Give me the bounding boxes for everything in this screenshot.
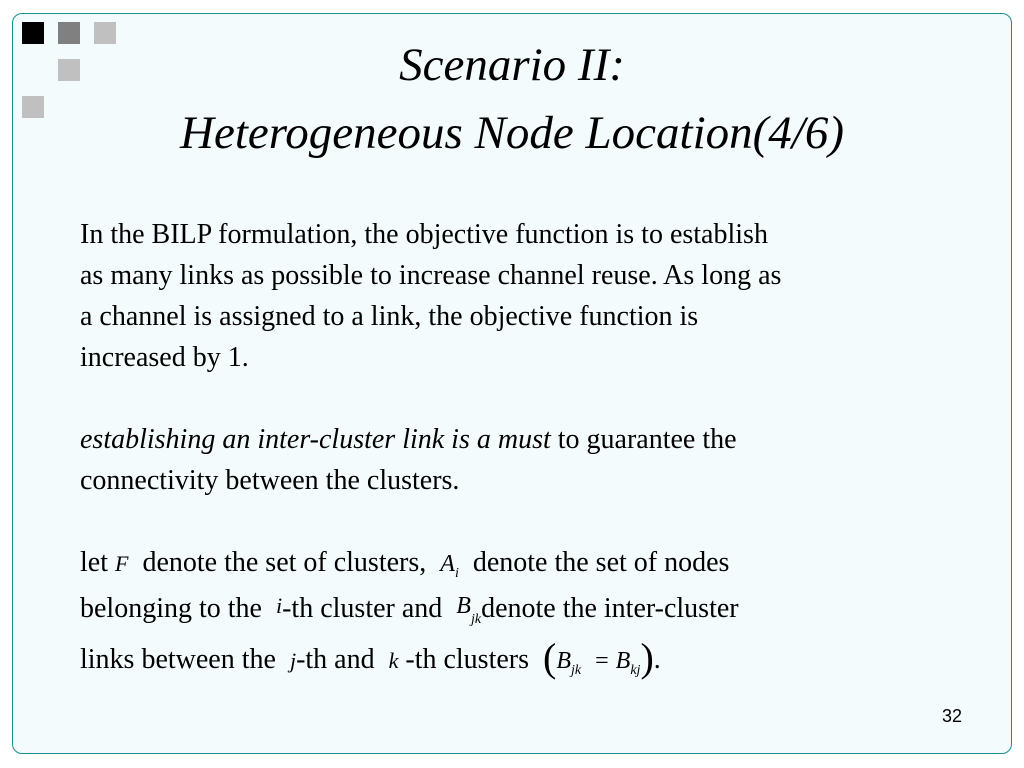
text-line <box>80 542 960 588</box>
decor-square-light-gray <box>94 22 116 44</box>
math-symbol-B-jk: $B_{jk}$ <box>456 593 482 627</box>
text-span: denote the set of nodes <box>472 547 730 578</box>
text-line: as many links as possible to increase channel reuse. As long as <box>80 260 782 291</box>
decor-square-dark-gray <box>58 22 80 44</box>
equation-B-jk-equals-B-kj: $(B_{jk} = B_{kj})$. <box>543 635 661 680</box>
slide-title-line1: Scenario II: <box>399 39 625 91</box>
text-span: to guarantee the <box>550 424 737 455</box>
text-span: belonging to the <box>80 593 262 624</box>
math-symbol-A: $A_i$ <box>440 551 459 581</box>
text-span: denote the inter-cluster <box>481 593 739 624</box>
emphasis-text: establishing an inter-cluster link is a must <box>80 424 551 455</box>
text-span: -th clusters <box>405 644 530 675</box>
math-symbol-F: F <box>115 551 129 576</box>
page-number: 32 <box>941 706 962 726</box>
text-line <box>80 419 960 460</box>
text-line: In the BILP formulation, the objective function is to establish <box>80 219 768 250</box>
slide-title-line2: Heterogeneous Node Location(4/6) <box>180 107 844 159</box>
math-symbol-j: j <box>289 648 297 673</box>
text-span: let <box>80 547 108 578</box>
text-line <box>80 588 960 634</box>
text-line: increased by 1. <box>80 342 249 373</box>
text-line: connectivity between the clusters. <box>80 465 460 496</box>
decor-square-black <box>22 22 44 44</box>
text-span: -th cluster and <box>282 593 443 624</box>
text-line <box>80 634 960 685</box>
math-symbol-k: k <box>388 648 399 673</box>
math-symbol-i: i <box>275 593 283 618</box>
paragraph-objective <box>80 214 960 378</box>
text-span: -th and <box>296 644 375 675</box>
paragraph-inter-cluster <box>80 419 960 501</box>
text-line: a channel is assigned to a link, the objective function is <box>80 301 699 332</box>
text-span: links between the <box>80 644 276 675</box>
text-span: denote the set of clusters, <box>142 547 427 578</box>
paragraph-definitions <box>80 542 960 685</box>
